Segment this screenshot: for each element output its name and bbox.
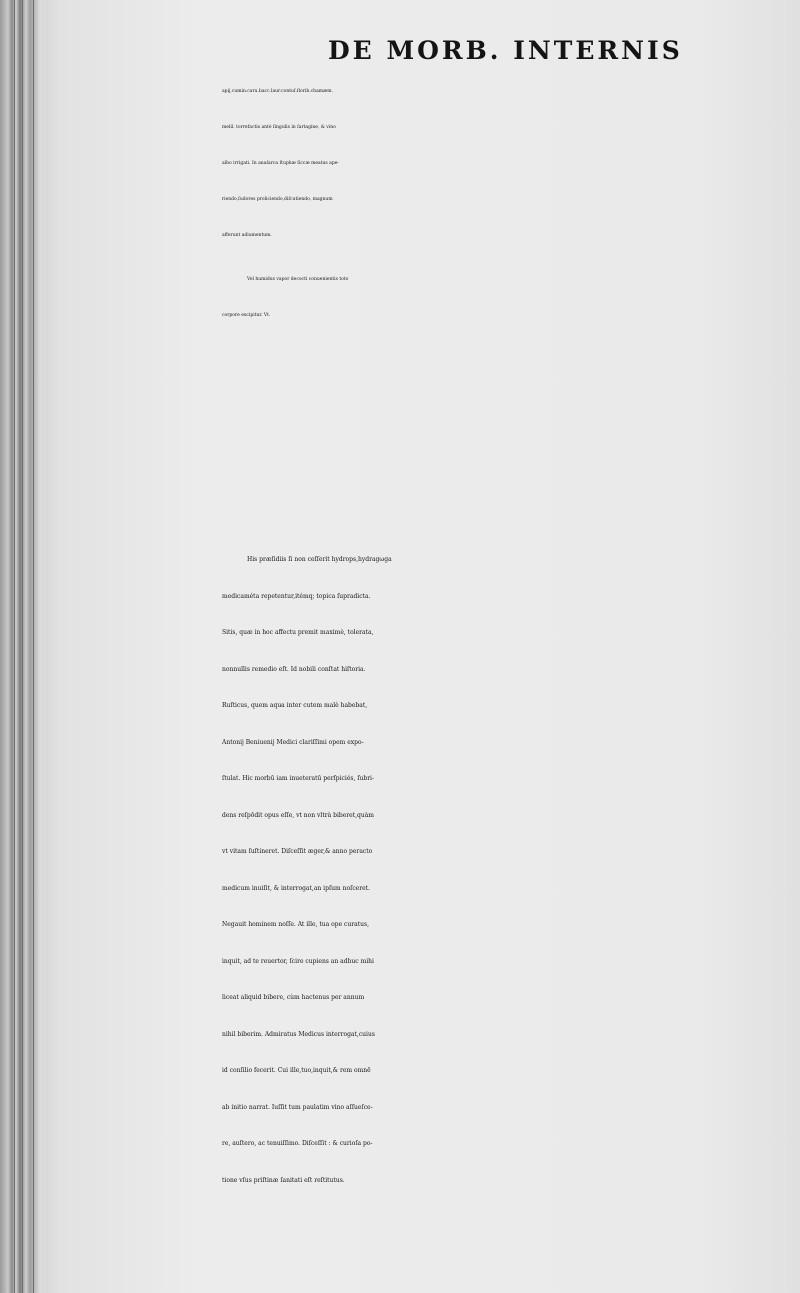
text-line: dens reſpōdit opus eſſe, vt non vltrà biberet,quàm	[222, 811, 374, 819]
recipe-block	[222, 347, 770, 534]
book-binding-edge	[0, 0, 48, 1293]
text-line: His præſidiis ſi non ceſſerit hydrops,hydragωga	[247, 556, 392, 564]
text-line: Sitis, quæ in hoc affectu premit maximè, tolerata,	[222, 629, 374, 637]
text-line: riendo,ſudores proliciendo,diſcutiendo, magnum	[222, 197, 333, 202]
page-edge-line	[22, 0, 23, 1293]
text-line: Negauit hominem noſſe. At ille, tua ope curatus,	[222, 921, 369, 929]
running-header: DE MORB. INTERNIS	[328, 36, 683, 65]
text-line: inquit, ad te reuertor, ſcire cupiens an adhuc mihi	[222, 957, 374, 965]
spacer	[222, 254, 770, 262]
text-line: nonnullis remedio eſt. Id nobili conſtat hiſtoria.	[222, 665, 366, 673]
text-line: Ruſticus, quem aqua inter cutem malè habebat,	[222, 702, 368, 710]
page-edge-line	[33, 0, 34, 1293]
paragraph	[222, 542, 770, 1199]
text-line: albo irrigati. In anaſarca ſtuphæ ſiccæ meatus ape-	[222, 161, 339, 166]
text-line: apij,cumin.caru.bacc.laur.contuſ.florib.chamæm.	[222, 89, 333, 94]
recipe-line	[222, 464, 770, 487]
text-line: Vel humidus vapor decocti conuenientis toto	[247, 277, 349, 282]
text-line: vt vitam ſuſtineret. Diſceſſit æger,& anno peracto	[222, 848, 373, 856]
text-line: melil. torrefactis antè ſingulis in ſartagine, & vino	[222, 125, 336, 130]
recipe-line	[222, 370, 770, 393]
page-edge-line	[14, 0, 15, 1293]
recipe-line	[222, 441, 770, 464]
text-line: ab initio narrat. Iuſſit tum paulatim vino aſſueſce-	[222, 1103, 373, 1111]
text-line: medicum inuiſit, & interrogat,an ipſum noſceret.	[222, 884, 370, 892]
text-line: liceat aliquid bibere, cùm hactenus per annum	[222, 994, 365, 1002]
recipe-line	[222, 417, 770, 440]
spacer	[222, 334, 770, 347]
recipe-line	[222, 511, 770, 534]
text-line: re, auſtero, ac tenuiſſimo. Diſceſſit : & curioſa po-	[222, 1140, 373, 1148]
text-line: Antonij Beniuenij Medici clariſſimi opem expo-	[222, 738, 364, 746]
recipe-line	[222, 347, 770, 370]
text-line: nihil biberim. Admiratus Medicus interrogat,cuius	[222, 1030, 375, 1038]
recipe-line	[222, 487, 770, 510]
recipe-line	[222, 394, 770, 417]
body-text	[222, 74, 770, 1199]
text-line: id conſilio fecerit. Cui ille,tuo,inquit,& rem omnē	[222, 1067, 371, 1075]
text-line: ſtulat. Hic morbū iam inueteratū perſpiciés, ſubri-	[222, 775, 375, 783]
spacer	[222, 534, 770, 542]
text-line: tione vſus priſtinæ ſanitati eſt reſtitutus.	[222, 1176, 345, 1184]
paragraph	[222, 74, 770, 254]
text-line: medicaméta repetentur,itémq; topica ſupradicta.	[222, 592, 371, 600]
text-line: corpore excipitur. Vt.	[222, 313, 271, 318]
paragraph	[222, 262, 770, 334]
text-line: afferunt adiumentum.	[222, 233, 272, 238]
